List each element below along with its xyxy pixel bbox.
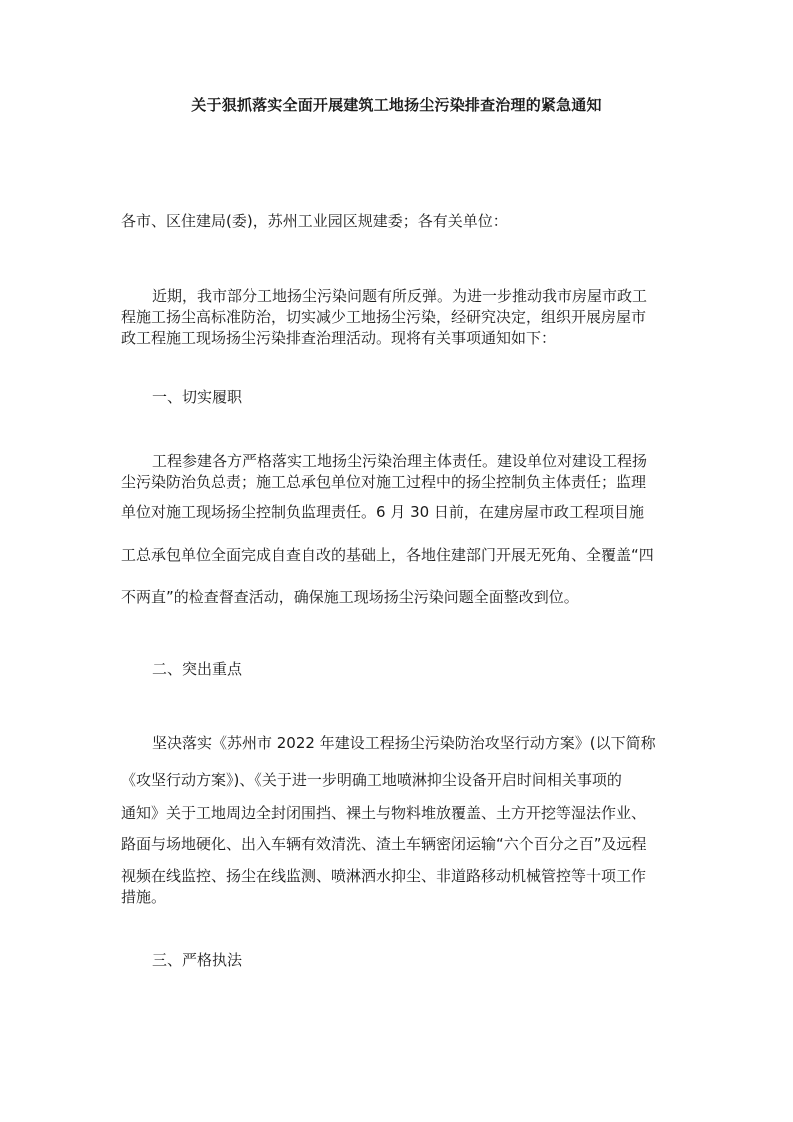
section1-line: 工总承包单位全面完成自查自改的基础上，各地住建部门开展无死角、全覆盖“四 — [121, 546, 654, 564]
section-heading: 一、切实履职 — [152, 388, 243, 406]
section2-line: 措施。 — [121, 888, 167, 906]
intro-line: 近期，我市部分工地扬尘污染问题有所反弹。为进一步推动我市房屋市政工 — [152, 287, 648, 305]
section2-line: 视频在线监控、扬尘在线监测、喷淋洒水抑尘、非道路移动机械管控等十项工作 — [121, 867, 647, 885]
intro-line: 程施工扬尘高标准防治，切实减少工地扬尘污染，经研究决定，组织开展房屋市 — [121, 308, 647, 326]
salutation: 各市、区住建局(委)，苏州工业园区规建委；各有关单位： — [121, 212, 508, 230]
section1-line: 工程参建各方严格落实工地扬尘污染治理主体责任。建设单位对建设工程扬 — [152, 452, 648, 470]
section1-line: 不两直”的检查督查活动，确保施工现场扬尘污染问题全面整改到位。 — [121, 588, 579, 606]
section-heading: 三、严格执法 — [152, 951, 243, 969]
section1-line: 尘污染防治负总责；施工总承包单位对施工过程中的扬尘控制负主体责任；监理 — [121, 473, 647, 491]
section2-line: 通知》关于工地周边全封闭围挡、裸土与物料堆放覆盖、土方开挖等湿法作业、 — [121, 804, 647, 822]
section2-line: 坚决落实《苏州市 2022 年建设工程扬尘污染防治攻坚行动方案》(以下简称 — [152, 734, 656, 752]
section2-line: 《攻坚行动方案》)、《关于进一步明确工地喷淋抑尘设备开启时间相关事项的 — [121, 771, 622, 789]
section1-line: 单位对施工现场扬尘控制负监理责任。6 月 30 日前，在建房屋市政工程项目施 — [121, 503, 644, 521]
section-heading: 二、突出重点 — [152, 660, 243, 678]
document-title: 关于狠抓落实全面开展建筑工地扬尘污染排查治理的紧急通知 — [191, 96, 602, 114]
section2-line: 路面与场地硬化、出入车辆有效清洗、渣土车辆密闭运输“六个百分之百”及远程 — [121, 835, 647, 853]
intro-line: 政工程施工现场扬尘污染排查治理活动。现将有关事项通知如下： — [121, 329, 557, 347]
